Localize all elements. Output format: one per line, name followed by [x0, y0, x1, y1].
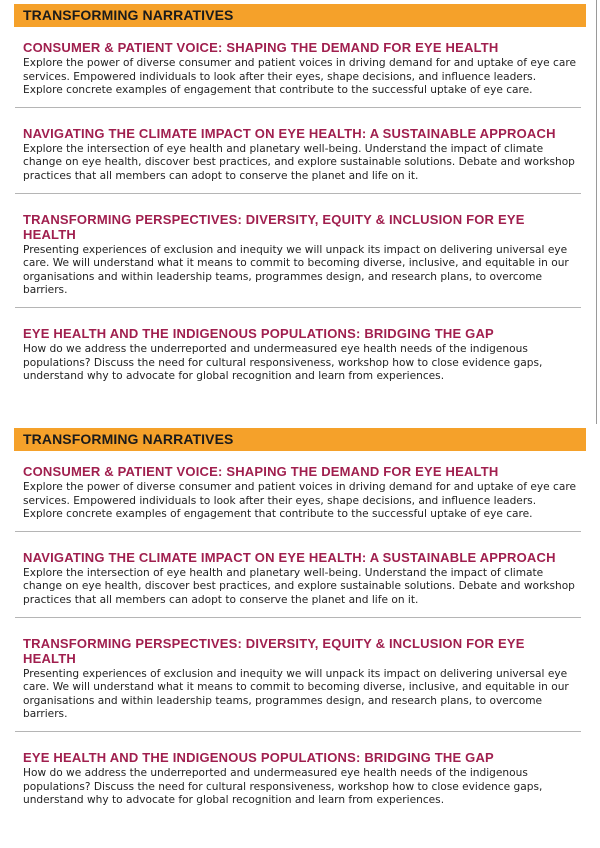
session-climate-impact: [23, 126, 579, 194]
session-title: CONSUMER & PATIENT VOICE: SHAPING THE DEMAND FOR EYE HEALTH: [23, 464, 499, 479]
page-gap: [0, 414, 600, 424]
session-title: NAVIGATING THE CLIMATE IMPACT ON EYE HEALTH: A SUSTAINABLE APPROACH: [23, 125, 556, 141]
session-title: CONSUMER & PATIENT VOICE: SHAPING THE DEMAND FOR EYE HEALTH: [23, 40, 499, 55]
session-consumer-patient-voice: [23, 40, 579, 108]
section-divider: [15, 307, 581, 308]
section-divider: [15, 193, 581, 194]
session-description: Explore the intersection of eye health and planetary well-being. Understand the impact of climate change on eye health, discover best practices, and explore sustainable solutions. Debate and workshop practices that all members can adopt to conserve the planet and life on it.: [23, 142, 575, 182]
section-banner: TRANSFORMING NARRATIVES: [14, 4, 586, 27]
session-description: Presenting experiences of exclusion and inequity we will unpack its impact on delivering universal eye care. We will understand what it means to commit to becoming diverse, inclusive, and equitable in our organisations and within leadership teams, programmes design, and research plans, to overcome barriers.: [23, 667, 569, 721]
session-title: NAVIGATING THE CLIMATE IMPACT ON EYE HEALTH: A SUSTAINABLE APPROACH: [23, 549, 556, 565]
session-diversity-equity-inclusion: [23, 212, 579, 308]
session-title: TRANSFORMING PERSPECTIVES: DIVERSITY, EQUITY & INCLUSION FOR EYE HEALTH: [23, 211, 525, 242]
session-description: How do we address the underreported and undermeasured eye health needs of the indigenous populations? Discuss the need for cultural responsiveness, workshop how to close evidence gaps, understand why to advocate for global recognition and learn from experiences.: [23, 342, 543, 383]
session-description: How do we address the underreported and undermeasured eye health needs of the indigenous populations? Discuss the need for cultural responsiveness, workshop how to close evidence gaps, understand why to advocate for global recognition and learn from experiences.: [23, 766, 543, 807]
section-divider: [15, 531, 581, 532]
document-panel-top: [0, 0, 600, 414]
session-indigenous-populations: [23, 750, 579, 808]
page-edge-line: [596, 0, 597, 440]
section-divider: [15, 617, 581, 618]
session-consumer-patient-voice: [23, 464, 579, 532]
section-divider: [15, 107, 581, 108]
sessions-list: [23, 40, 579, 384]
session-indigenous-populations: [23, 326, 579, 384]
session-description: Explore the power of diverse consumer and patient voices in driving demand for and uptake of eye care services. Empowered individuals to look after their eyes, shape decisions, and influence leaders. Explore concrete examples of engagement that contribute to the successful uptake of eye care.: [23, 57, 576, 97]
section-banner: TRANSFORMING NARRATIVES: [14, 428, 586, 451]
session-description: Explore the power of diverse consumer and patient voices in driving demand for and uptake of eye care services. Empowered individuals to look after their eyes, shape decisions, and influence leaders. Explore concrete examples of engagement that contribute to the successful uptake of eye care.: [23, 481, 576, 521]
session-title: EYE HEALTH AND THE INDIGENOUS POPULATIONS: BRIDGING THE GAP: [23, 749, 494, 765]
sessions-list: [23, 464, 579, 808]
session-title: TRANSFORMING PERSPECTIVES: DIVERSITY, EQUITY & INCLUSION FOR EYE HEALTH: [23, 635, 525, 666]
document-panel-bottom: [0, 424, 600, 848]
session-title: EYE HEALTH AND THE INDIGENOUS POPULATIONS: BRIDGING THE GAP: [23, 325, 494, 341]
section-divider: [15, 731, 581, 732]
session-diversity-equity-inclusion: [23, 636, 579, 732]
session-description: Presenting experiences of exclusion and inequity we will unpack its impact on delivering universal eye care. We will understand what it means to commit to becoming diverse, inclusive, and equitable in our organisations and within leadership teams, programmes design, and research plans, to overcome barriers.: [23, 243, 569, 297]
session-climate-impact: [23, 550, 579, 618]
session-description: Explore the intersection of eye health and planetary well-being. Understand the impact of climate change on eye health, discover best practices, and explore sustainable solutions. Debate and workshop practices that all members can adopt to conserve the planet and life on it.: [23, 566, 575, 606]
